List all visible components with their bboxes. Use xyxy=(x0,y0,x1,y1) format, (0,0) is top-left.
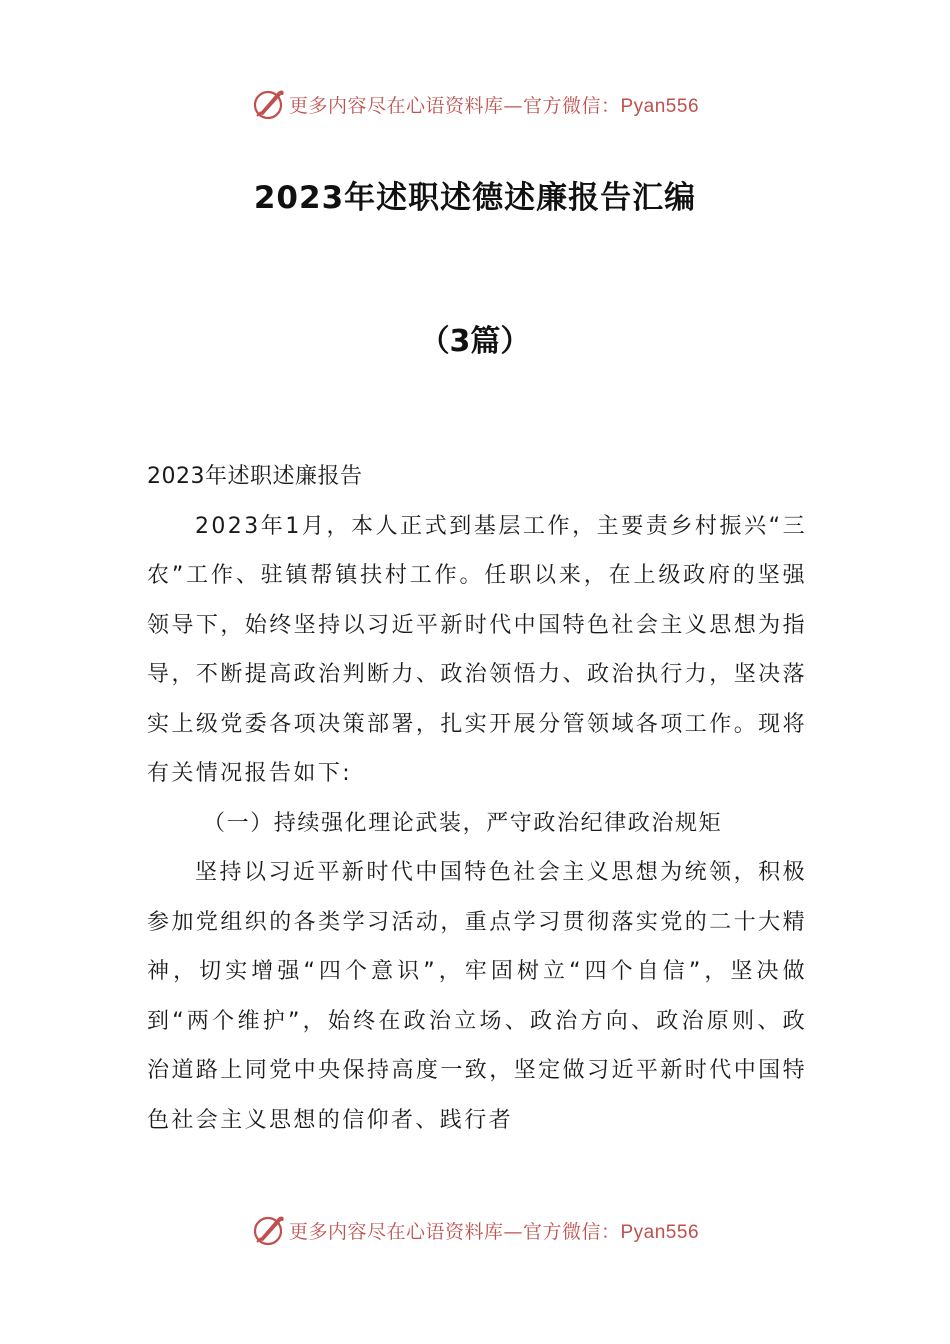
document-title: 2023年述职述德述廉报告汇编 xyxy=(253,180,697,216)
subsection-heading: （一）持续强化理论武装，严守政治纪律政治规矩 xyxy=(203,810,723,836)
watermark-separator: — xyxy=(503,94,523,117)
watermark-site-text: 更多内容尽在心语资料库 xyxy=(288,1220,504,1243)
footer-watermark xyxy=(0,1210,950,1250)
document-subtitle: （3篇） xyxy=(419,324,531,359)
watermark-separator: — xyxy=(503,1220,523,1243)
quill-pen-logo-icon xyxy=(251,86,287,122)
body-paragraph: 2023年1月，本人正式到基层工作，主要责乡村振兴“三农”工作、驻镇帮镇扶村工作。任职以来，在上级政府的坚强领导下，始终坚持以习近平新时代中国特色社会主义思想为指导，不断提高政治判断力、政治领悟力、政治执行力，坚决落实上级党委各项决策部署，扎实开展分管领域各项工作。现将有关情况报告如下: xyxy=(147,513,807,786)
watermark-text xyxy=(289,91,699,118)
watermark-wechat-id: Pyan556 xyxy=(620,95,700,117)
header-watermark xyxy=(0,84,950,124)
watermark-text xyxy=(289,1217,699,1244)
watermark-site-text: 更多内容尽在心语资料库 xyxy=(288,94,504,117)
section-title: 2023年述职述廉报告 xyxy=(147,464,363,489)
watermark-wechat-label: 官方微信： xyxy=(522,94,621,117)
quill-pen-logo-icon xyxy=(251,1212,287,1248)
watermark-wechat-id: Pyan556 xyxy=(620,1221,700,1243)
document-body xyxy=(147,452,807,1145)
watermark-wechat-label: 官方微信： xyxy=(522,1220,621,1243)
body-paragraph: 坚持以习近平新时代中国特色社会主义思想为统领，积极参加党组织的各类学习活动，重点学习贯彻落实党的二十大精神，切实增强“四个意识”，牢固树立“四个自信”，坚决做到“两个维护”，始终在政治立场、政治方向、政治原则、政治道路上同党中央保持高度一致，坚定做习近平新时代中国特色社会主义思想的信仰者、践行者 xyxy=(147,860,807,1133)
